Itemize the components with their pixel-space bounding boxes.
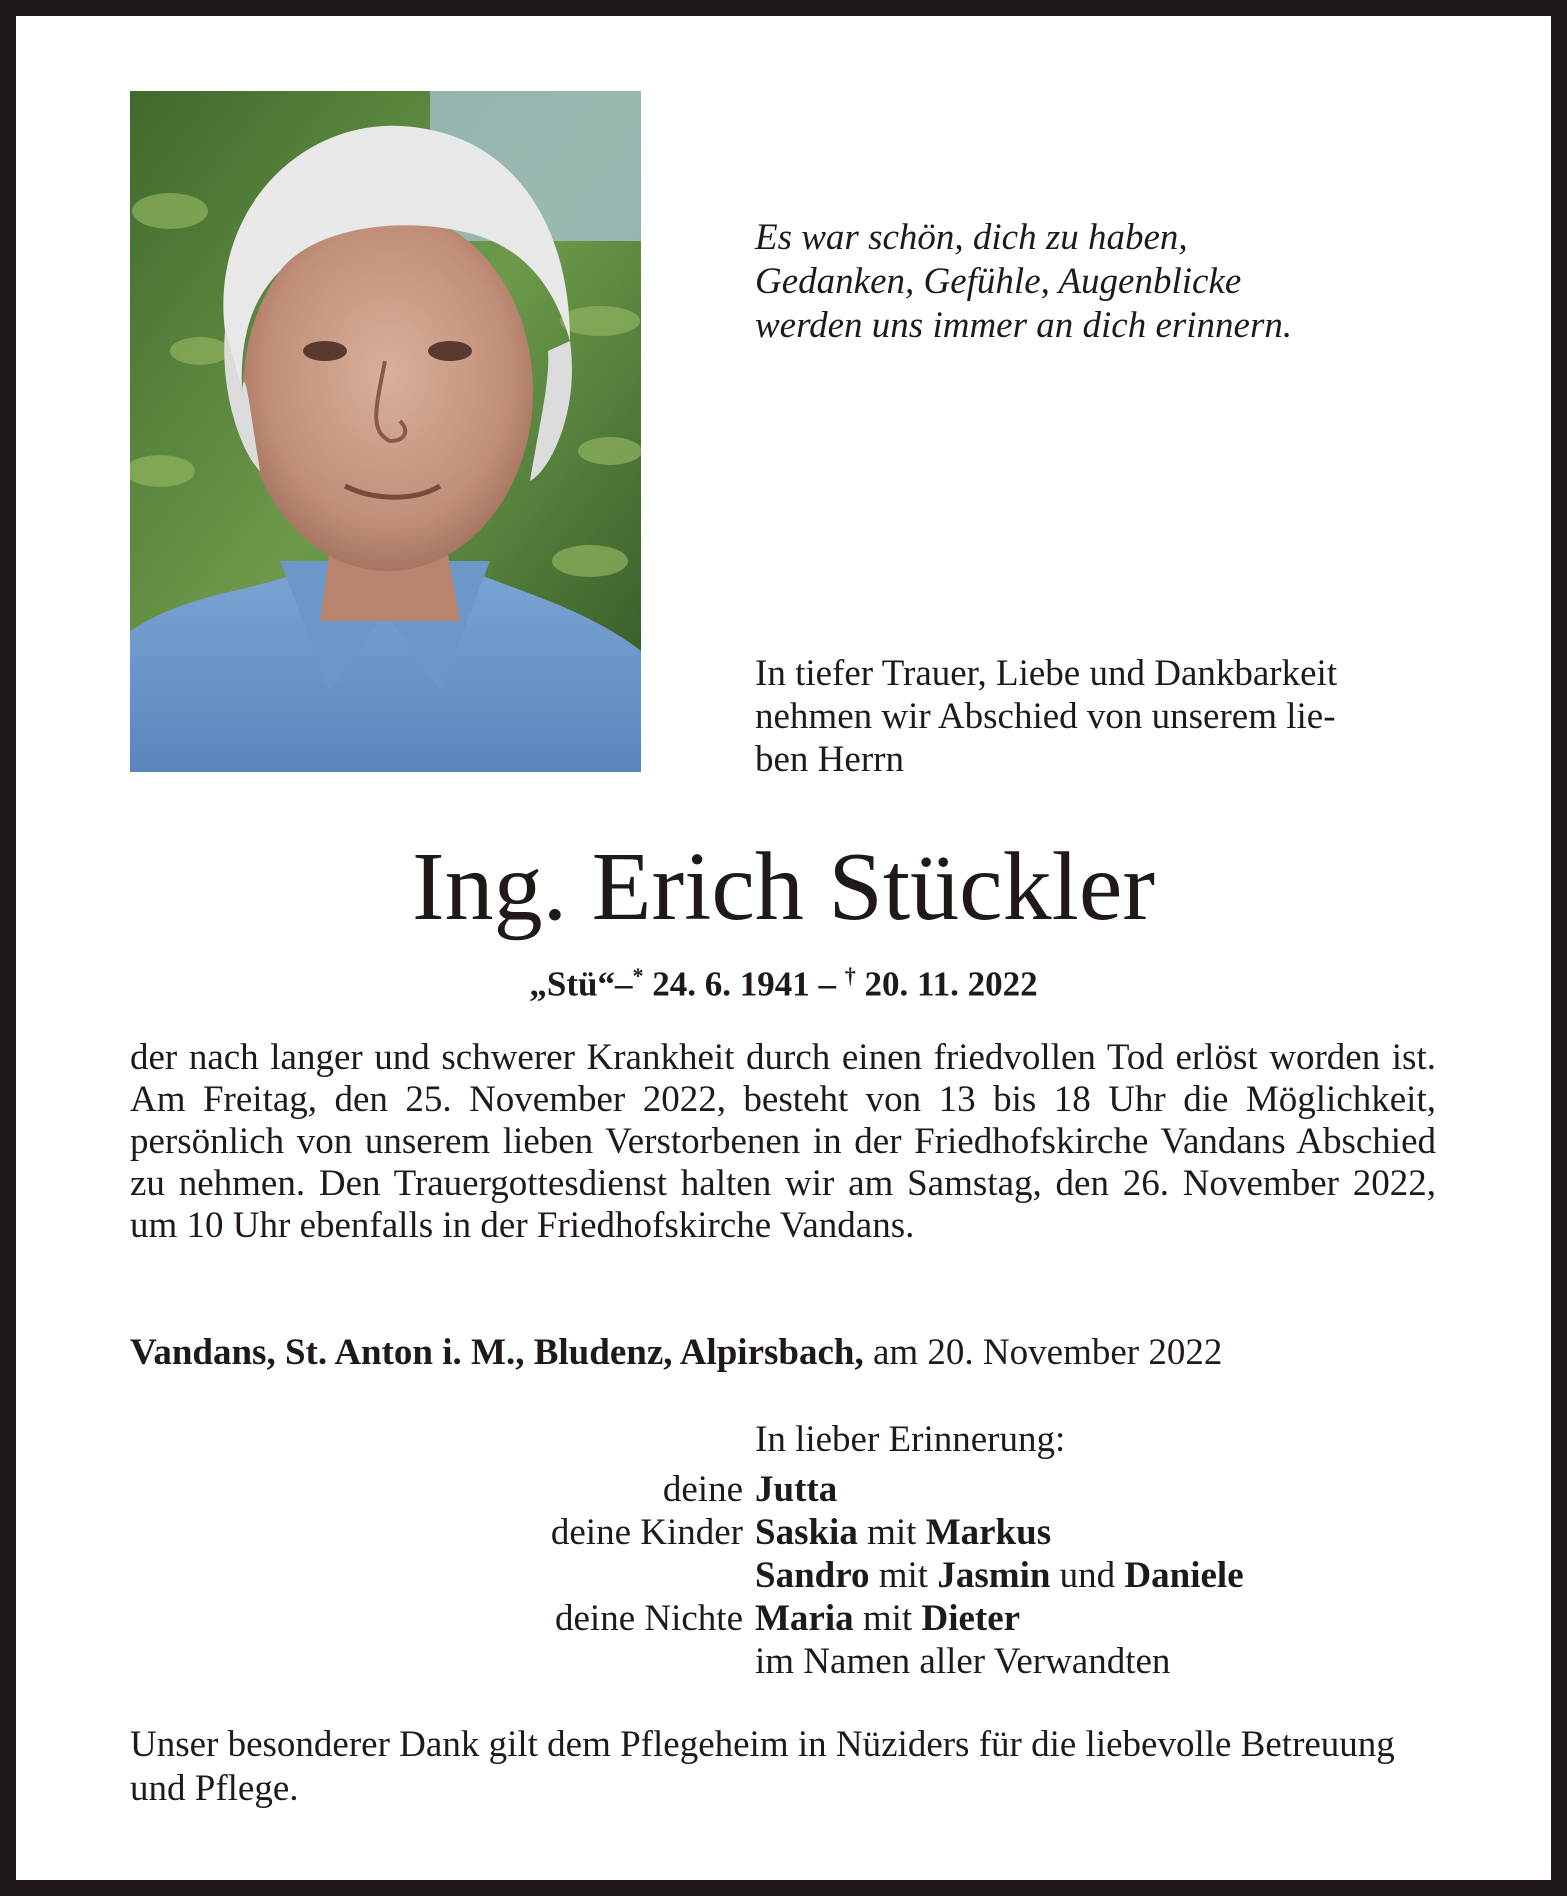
life-dates bbox=[0, 955, 1567, 1006]
mourner-names bbox=[755, 1511, 1244, 1554]
death-symbol: † bbox=[844, 963, 856, 988]
thanks-note: Unser besonderer Dank gilt dem Pflegeheim in Nüziders für die liebevolle Betreuung und Pflege. bbox=[130, 1724, 1395, 1809]
mourner-relation: deine Nichte bbox=[555, 1598, 743, 1639]
birth-symbol: * bbox=[632, 963, 644, 988]
mourner-name: Saskia bbox=[755, 1512, 858, 1553]
mourner-relation bbox=[300, 1554, 755, 1597]
mourner-name: Daniele bbox=[1124, 1555, 1244, 1596]
date-separator: – bbox=[615, 964, 633, 1004]
place-date-line bbox=[130, 1331, 1460, 1375]
places: Vandans, St. Anton i. M., Bludenz, Alpirsbach, bbox=[130, 1332, 864, 1373]
mourner-name: Maria bbox=[755, 1598, 854, 1639]
mourner-connector: mit bbox=[853, 1598, 922, 1639]
poem-line: Es war schön, dich zu haben, bbox=[755, 217, 1188, 258]
birth-date: 24. 6. 1941 bbox=[652, 964, 810, 1004]
death-date: 20. 11. 2022 bbox=[864, 964, 1038, 1004]
mourner-relation: deine Kinder bbox=[550, 1512, 743, 1553]
mourner-names bbox=[755, 1597, 1244, 1640]
mourner-name: Markus bbox=[925, 1512, 1052, 1553]
announcement-date: am 20. November 2022 bbox=[872, 1332, 1223, 1373]
mourner-relation bbox=[300, 1640, 755, 1683]
mourner-names bbox=[755, 1640, 1244, 1683]
mourner-connector: mit bbox=[857, 1512, 926, 1553]
mourner-row bbox=[300, 1554, 1244, 1597]
intro-line: nehmen wir Abschied von unserem lie- bbox=[755, 696, 1336, 737]
mourner-name: Jutta bbox=[755, 1469, 838, 1510]
mourner-row bbox=[300, 1468, 1244, 1511]
date-separator: – bbox=[818, 964, 836, 1004]
mourner-names bbox=[755, 1554, 1244, 1597]
mourner-name: Jasmin bbox=[937, 1555, 1051, 1596]
mourner-row bbox=[300, 1640, 1244, 1683]
mourner-name: Sandro bbox=[755, 1555, 870, 1596]
mourner-row bbox=[300, 1511, 1244, 1554]
nickname: „Stü“ bbox=[529, 964, 615, 1004]
mourner-name: Dieter bbox=[921, 1598, 1021, 1639]
funeral-announcement: der nach langer und schwerer Krankheit durch einen friedvollen Tod erlöst worden ist. Am Freitag, den 25. November 2022, besteht von 13 bis 18 Uhr die Möglichkeit, persönlich von unserem lieben Verstorbenen in der Friedhofskirche Vandans Abschied zu nehmen. Den Trauergottesdienst halten wir am Samstag, den 26. November 2022, um 10 Uhr ebenfalls in der Friedhofskirche Vandans. bbox=[130, 1037, 1436, 1246]
closing-heading: In lieber Erinnerung: bbox=[755, 1419, 1066, 1460]
poem-line: werden uns immer an dich erinnern. bbox=[755, 305, 1293, 346]
mourner-relation: deine bbox=[662, 1469, 743, 1510]
mourner-connector: im Namen aller Verwandten bbox=[755, 1641, 1171, 1682]
portrait-photo bbox=[130, 91, 641, 772]
poem-verse bbox=[755, 216, 1292, 348]
mourner-connector: und bbox=[1050, 1555, 1125, 1596]
mourner-row bbox=[300, 1597, 1244, 1640]
mourner-connector: mit bbox=[869, 1555, 938, 1596]
deceased-name: Ing. Erich Stückler bbox=[412, 833, 1155, 941]
intro-line: In tiefer Trauer, Liebe und Dankbarkeit bbox=[755, 653, 1338, 694]
mourners-list bbox=[300, 1468, 1244, 1683]
mourning-intro bbox=[755, 652, 1445, 781]
poem-line: Gedanken, Gefühle, Augenblicke bbox=[755, 261, 1242, 302]
intro-line: ben Herrn bbox=[755, 739, 904, 780]
mourner-names bbox=[755, 1468, 1244, 1511]
